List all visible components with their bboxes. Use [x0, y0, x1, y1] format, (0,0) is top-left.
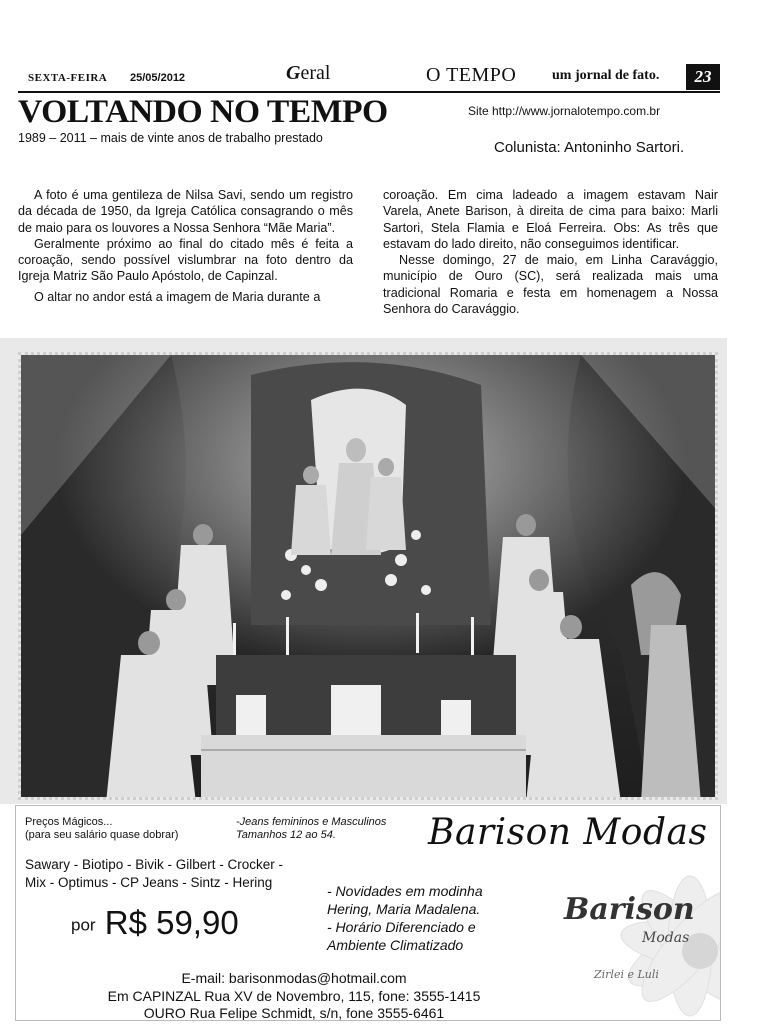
paragraph: coroação. Em cima ladeado a imagem estavam Nair Varela, Anete Barison, à direita de cima para baixo: Marli Sartori, Stela Flamia e Eloá Ferreira. Obs: As três que estavam do lado direito, não conseguimos identificar.	[383, 188, 718, 251]
novidades-list	[327, 882, 483, 954]
site-url: Site http://www.jornalotempo.com.br	[468, 104, 661, 118]
jeans-line: Tamanhos 12 ao 54.	[236, 829, 336, 841]
brands-line: Sawary - Biotipo - Bivik - Gilbert - Crocker -	[25, 857, 284, 872]
columnist: Colunista: Antoninho Sartori.	[494, 139, 685, 156]
paragraph: Geralmente próximo ao final do citado mês é feita a coroação, sendo possível vislumbrar na foto dentro da Igreja Matriz São Paulo Apóstolo, de Capinzal.	[18, 236, 353, 284]
precos-line: (para seu salário quase dobrar)	[25, 829, 179, 841]
jeans-text	[236, 816, 386, 842]
jeans-line: -Jeans femininos e Masculinos	[236, 816, 387, 828]
owner-signature: Zirlei e Luli	[594, 968, 659, 981]
article-title: VOLTANDO NO TEMPO	[18, 94, 388, 130]
price-value: R$ 59,90	[104, 904, 239, 941]
novidades-line: Ambiente Climatizado	[327, 937, 464, 953]
paragraph: A foto é uma gentileza de Nilsa Savi, sendo um registro da década de 1950, da Igreja Católica consagrando o mês de maio para os louvores a Nossa Senhora “Mãe Maria”.	[18, 188, 353, 235]
newspaper-slogan: um jornal de fato.	[552, 68, 660, 83]
header-divider	[18, 91, 720, 93]
article-subtitle: 1989 – 2011 – mais de vinte anos de trabalho prestado	[18, 131, 323, 145]
price-prefix: por	[71, 915, 96, 935]
contact-address-ouro: OURO Rua Felipe Schmidt, s/n, fone 3555-6461	[143, 1005, 445, 1021]
newspaper-name: O TEMPO	[426, 64, 517, 86]
contact-email: E-mail: barisonmodas@hotmail.com	[181, 970, 407, 986]
novidades-line: Hering, Maria Madalena.	[327, 901, 481, 917]
header-day: SEXTA-FEIRA	[28, 72, 108, 84]
section-rest: eral	[300, 62, 331, 84]
article-column-left	[18, 187, 353, 305]
article-column-right	[383, 187, 718, 317]
price	[71, 904, 239, 942]
contact-info	[16, 970, 572, 1021]
barison-modas-ad	[15, 805, 721, 1021]
store-logo-secondary-sub: Modas	[642, 930, 690, 946]
store-logo: Barison Modas	[428, 812, 708, 853]
magic-prices-text	[25, 816, 178, 842]
page-number: 23	[686, 64, 720, 90]
header-date: 25/05/2012	[130, 72, 186, 84]
contact-address-capinzal: Em CAPINZAL Rua XV de Novembro, 115, fone: 3555-1415	[107, 987, 481, 1004]
brands-line: Mix - Optimus - CP Jeans - Sintz - Hering	[25, 875, 273, 890]
section-name	[286, 62, 330, 85]
historic-church-photo	[18, 352, 718, 800]
store-logo-secondary: Barison	[564, 892, 695, 927]
novidades-line: - Horário Diferenciado e	[327, 919, 476, 935]
paragraph: Nesse domingo, 27 de maio, em Linha Caravággio, município de Ouro (SC), será realizada mais uma tradicional Romaria e festa em homenagem a Nossa Senhora do Caravággio.	[383, 253, 718, 317]
precos-line: Preços Mágicos...	[25, 816, 113, 828]
novidades-line: - Novidades em modinha	[327, 883, 483, 899]
brands-list	[25, 856, 283, 892]
paragraph: O altar no andor está a imagem de Maria durante a	[34, 289, 321, 304]
photo-illustration	[21, 355, 718, 800]
section-initial: G	[286, 62, 301, 84]
